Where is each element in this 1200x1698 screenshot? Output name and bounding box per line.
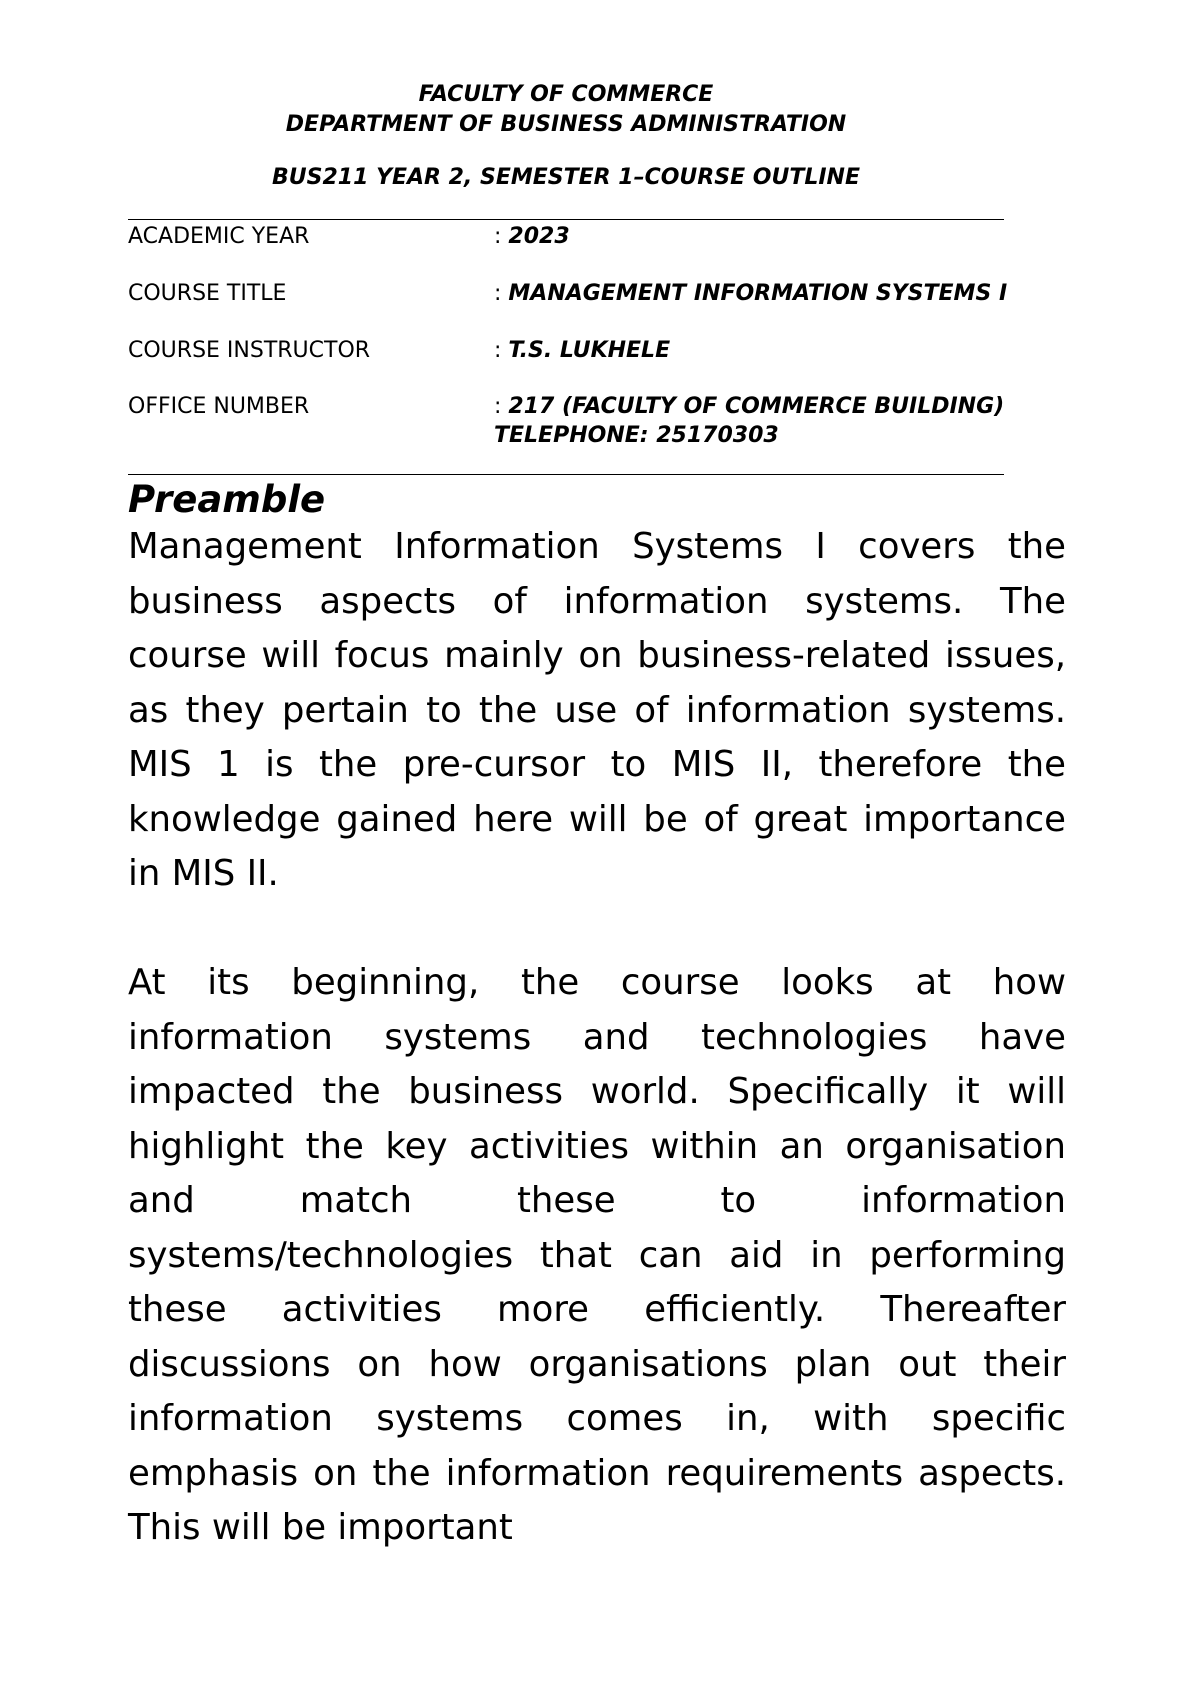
department-title: DEPARTMENT OF BUSINESS ADMINISTRATION [285, 112, 847, 137]
course-outline-title: BUS211 YEAR 2, SEMESTER 1–COURSE OUTLINE [272, 165, 860, 190]
office-number-label: OFFICE NUMBER [128, 394, 310, 419]
preamble-paragraph-2: At its beginning, the course looks at how information systems and technologies have impacted the business world. Specifically it will highlight the key activities within an organisation and match these to information systems/technologies that can aid in performing these activities more efficiently. Thereafter discussions on how organisations plan out their information systems comes in, with specific emphasis on the information requirements aspects. This will be important [128, 962, 1066, 1548]
course-title-value-wrapper [494, 279, 1007, 308]
bottom-divider [128, 474, 1004, 475]
separator-colon: : [494, 394, 509, 419]
separator-colon: : [494, 338, 509, 363]
faculty-title: FACULTY OF COMMERCE [418, 82, 714, 107]
separator-colon: : [494, 281, 509, 306]
office-number-value: 217 (FACULTY OF COMMERCE BUILDING) [508, 394, 1005, 419]
office-number-value-wrapper [494, 392, 1004, 421]
course-title-value: MANAGEMENT INFORMATION SYSTEMS I [508, 281, 1008, 306]
academic-year-value-wrapper [494, 222, 570, 251]
course-instructor-value: T.S. LUKHELE [508, 338, 671, 363]
course-instructor-label: COURSE INSTRUCTOR [128, 338, 371, 363]
course-instructor-value-wrapper [494, 336, 670, 365]
top-divider [128, 219, 1004, 220]
telephone-value: TELEPHONE: 25170303 [494, 423, 779, 448]
preamble-heading: Preamble [128, 478, 326, 521]
academic-year-value: 2023 [508, 224, 570, 249]
academic-year-label: ACADEMIC YEAR [128, 224, 310, 249]
separator-colon: : [494, 224, 509, 249]
preamble-paragraph-1: Management Information Systems I covers the business aspects of information systems. The course will focus mainly on business-related issues, as they pertain to the use of information systems. MIS 1 is the pre-cursor to MIS II, therefore the knowledge gained here will be of great importance in MIS II. [128, 526, 1066, 894]
document-header [128, 80, 1004, 193]
course-title-label: COURSE TITLE [128, 281, 287, 306]
